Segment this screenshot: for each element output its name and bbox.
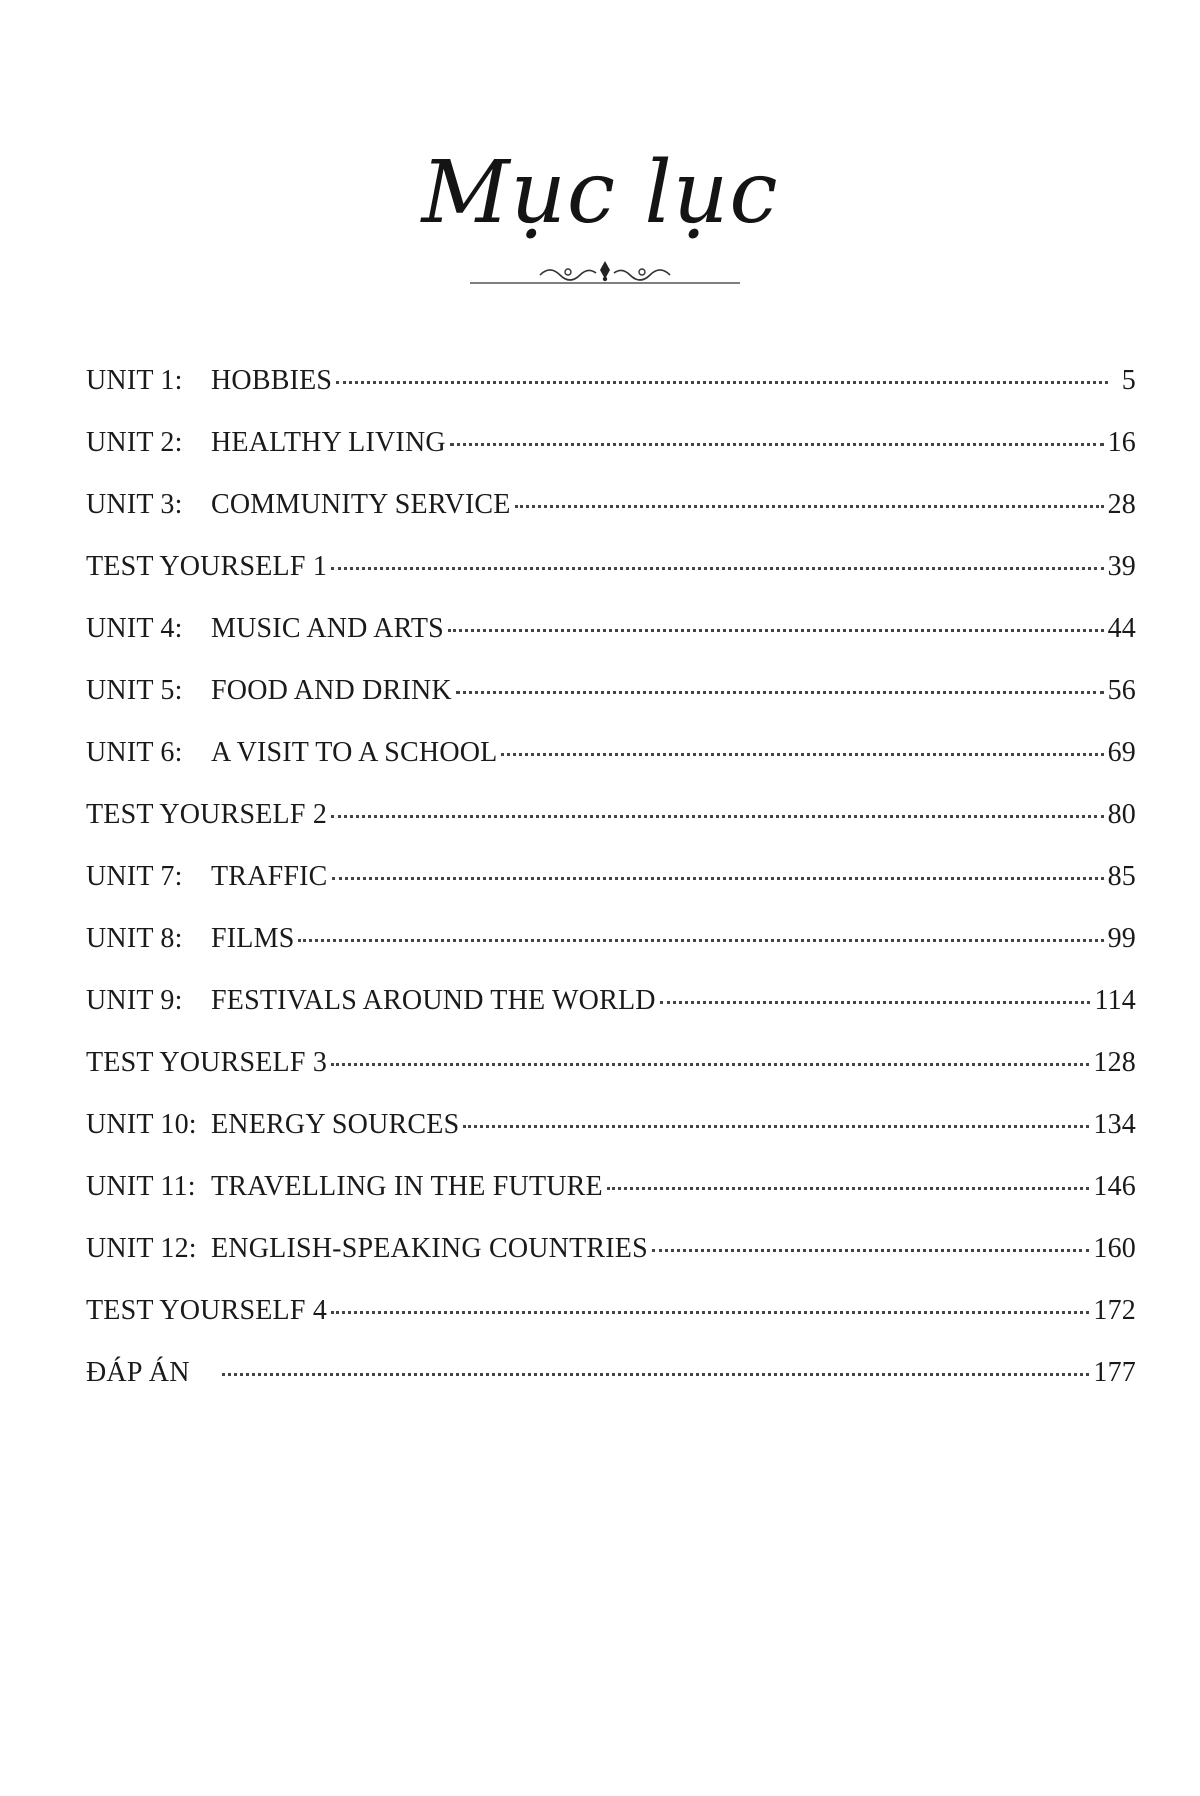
toc-page-number: 99: [1107, 923, 1136, 954]
toc-unit-label: UNIT 2:: [86, 427, 183, 458]
toc-page-number: 114: [1094, 985, 1136, 1016]
toc-entry[interactable]: [86, 365, 1136, 427]
toc-unit-label: UNIT 9:: [86, 985, 183, 1016]
toc-leader-dots: [336, 381, 1108, 384]
toc-unit-label: UNIT 8:: [86, 923, 183, 954]
toc-entry[interactable]: [86, 1047, 1136, 1109]
toc-unit-label: UNIT 12:: [86, 1233, 197, 1264]
toc-entry[interactable]: [86, 1233, 1136, 1295]
toc-page-number: 28: [1107, 489, 1136, 520]
toc-entry[interactable]: [86, 799, 1136, 861]
toc-leader-dots: [515, 505, 1104, 508]
toc-leader-dots: [331, 1063, 1089, 1066]
toc-page-number: 69: [1107, 737, 1136, 768]
toc-entry[interactable]: [86, 1171, 1136, 1233]
toc-leader-dots: [448, 629, 1104, 632]
table-of-contents: [86, 365, 1136, 1419]
toc-title: TRAVELLING IN THE FUTURE: [211, 1171, 603, 1202]
toc-leader-dots: [501, 753, 1103, 756]
toc-unit-label: UNIT 4:: [86, 613, 183, 644]
toc-entry[interactable]: [86, 1357, 1136, 1419]
toc-page-number: 44: [1107, 613, 1136, 644]
toc-title: HOBBIES: [211, 365, 333, 396]
toc-entry[interactable]: [86, 551, 1136, 613]
toc-leader-dots: [607, 1187, 1090, 1190]
toc-title: TRAFFIC: [211, 861, 328, 892]
toc-leader-dots: [331, 815, 1104, 818]
toc-leader-dots: [298, 939, 1103, 942]
toc-unit-label: UNIT 10:: [86, 1109, 197, 1140]
toc-page-number: 134: [1093, 1109, 1136, 1140]
toc-entry[interactable]: [86, 1109, 1136, 1171]
toc-leader-dots: [660, 1001, 1091, 1004]
toc-entry[interactable]: [86, 861, 1136, 923]
toc-page-number: 5: [1121, 365, 1136, 396]
toc-entry[interactable]: [86, 985, 1136, 1047]
toc-entry[interactable]: [86, 427, 1136, 489]
divider-ornament-icon: [470, 255, 740, 295]
toc-page-number: 39: [1107, 551, 1136, 582]
toc-title: FESTIVALS AROUND THE WORLD: [211, 985, 656, 1016]
toc-leader-dots: [331, 1311, 1089, 1314]
toc-title: MUSIC AND ARTS: [211, 613, 444, 644]
toc-leader-dots: [463, 1125, 1089, 1128]
toc-page-number: 160: [1093, 1233, 1136, 1264]
toc-unit-label: UNIT 7:: [86, 861, 183, 892]
toc-title: FOOD AND DRINK: [211, 675, 452, 706]
toc-entry[interactable]: [86, 1295, 1136, 1357]
toc-entry[interactable]: [86, 737, 1136, 799]
toc-title: HEALTHY LIVING: [211, 427, 446, 458]
toc-entry[interactable]: [86, 613, 1136, 675]
toc-page-number: 80: [1107, 799, 1136, 830]
toc-leader-dots: [450, 443, 1104, 446]
toc-title: TEST YOURSELF 1: [86, 551, 328, 582]
toc-title: A VISIT TO A SCHOOL: [211, 737, 498, 768]
toc-leader-dots: [652, 1249, 1090, 1252]
toc-title: TEST YOURSELF 3: [86, 1047, 328, 1078]
toc-title: COMMUNITY SERVICE: [211, 489, 511, 520]
toc-page-number: 172: [1093, 1295, 1136, 1326]
page-title: Mục lục: [421, 143, 779, 243]
toc-entry[interactable]: [86, 675, 1136, 737]
toc-unit-label: UNIT 11:: [86, 1171, 196, 1202]
toc-leader-dots: [222, 1373, 1090, 1376]
toc-page-number: 16: [1107, 427, 1136, 458]
toc-page-number: 146: [1093, 1171, 1136, 1202]
toc-leader-dots: [332, 877, 1104, 880]
toc-title: TEST YOURSELF 4: [86, 1295, 328, 1326]
toc-title: ĐÁP ÁN: [86, 1357, 190, 1388]
toc-title: ENGLISH-SPEAKING COUNTRIES: [211, 1233, 648, 1264]
toc-unit-label: UNIT 3:: [86, 489, 183, 520]
toc-title: ENERGY SOURCES: [211, 1109, 460, 1140]
toc-page-number: 128: [1093, 1047, 1136, 1078]
toc-entry[interactable]: [86, 923, 1136, 985]
toc-unit-label: UNIT 5:: [86, 675, 183, 706]
toc-leader-dots: [456, 691, 1104, 694]
toc-unit-label: UNIT 6:: [86, 737, 183, 768]
toc-page-number: 177: [1093, 1357, 1136, 1388]
toc-title: FILMS: [211, 923, 295, 954]
toc-page-number: 56: [1107, 675, 1136, 706]
toc-page-number: 85: [1107, 861, 1136, 892]
toc-entry[interactable]: [86, 489, 1136, 551]
toc-title: TEST YOURSELF 2: [86, 799, 328, 830]
toc-unit-label: UNIT 1:: [86, 365, 183, 396]
toc-leader-dots: [331, 567, 1104, 570]
